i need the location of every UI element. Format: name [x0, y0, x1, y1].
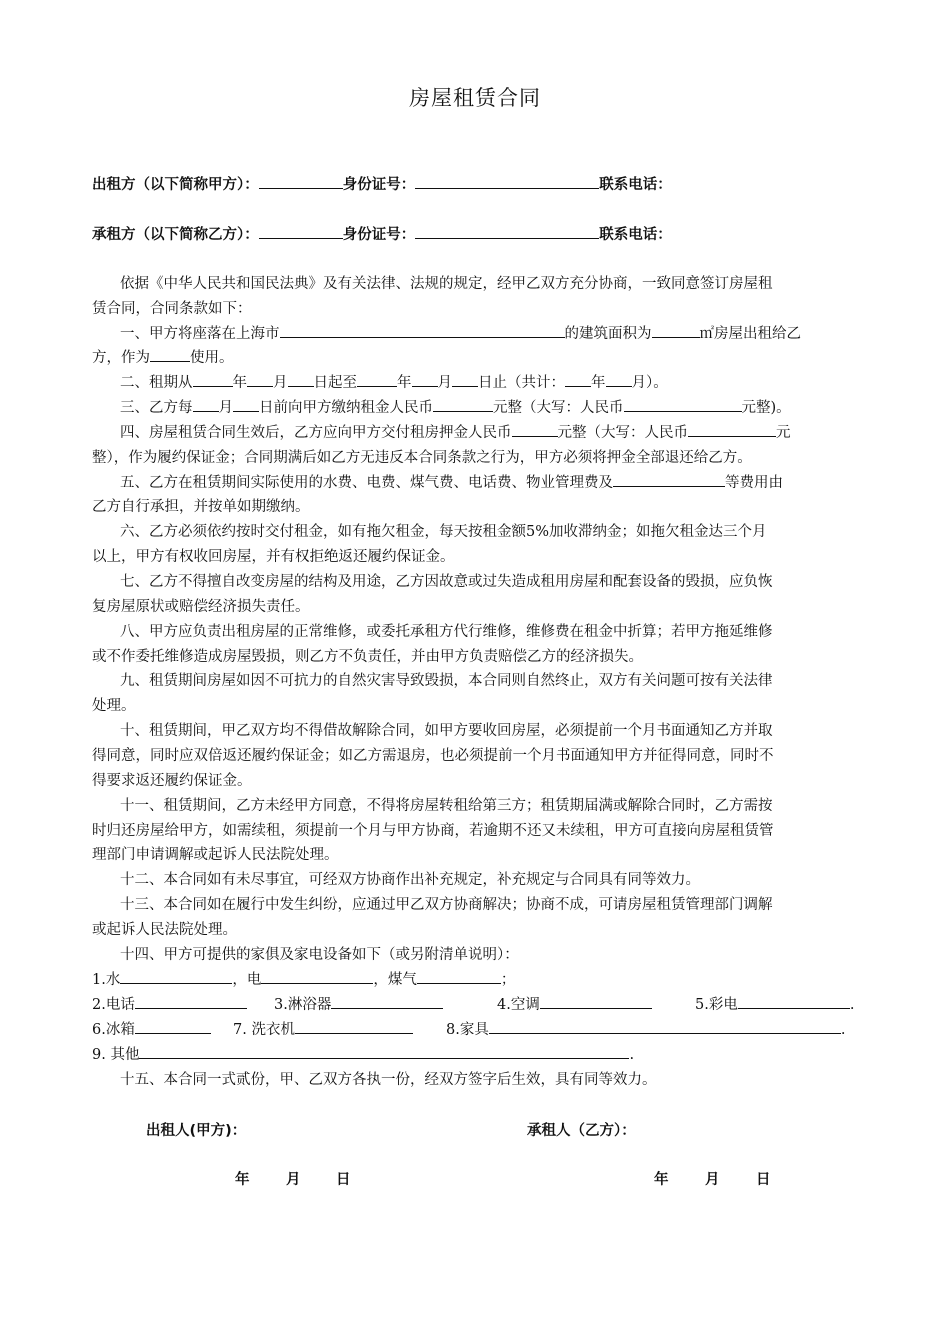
fridge-item: [92, 1018, 211, 1039]
pay-day-blank: [233, 397, 259, 412]
lessor-date-year: 年: [235, 1172, 250, 1188]
clause-1-text-b: 的建筑面积为: [564, 326, 652, 342]
clause-14-line: 十四、甲方可提供的家俱及家电设备如下（或另附清单说明）：: [120, 947, 519, 963]
lessee-date-year: 年: [654, 1172, 669, 1188]
clause-2-year-1: 年: [232, 375, 247, 391]
gas-blank: [417, 969, 501, 984]
clause-2-month-2: 月: [437, 375, 452, 391]
clause-5-text-a: 五、乙方在租赁期间实际使用的水费、电费、煤气费、电话费、物业管理费及: [120, 475, 613, 491]
clause-3-text-b: 日前向甲方缴纳租金人民币: [259, 400, 433, 416]
electricity-blank: [261, 969, 373, 984]
clause-3-line: [120, 396, 791, 417]
shower-label: 3.淋浴器: [274, 997, 332, 1013]
other-blank: [139, 1044, 629, 1059]
total-year-blank: [565, 372, 591, 387]
furniture-label: 8.家具: [446, 1022, 489, 1038]
shower-blank: [331, 994, 443, 1009]
deposit-amount-blank: [512, 422, 558, 437]
lessee-id-label: 身份证号：: [342, 227, 416, 243]
clause-10-line-3: 得要求返还履约保证金。: [92, 773, 252, 789]
furniture-row-2: [92, 993, 862, 1013]
furniture-row-3: [92, 1018, 862, 1038]
lessor-party-line: [92, 173, 672, 194]
furniture-blank: [489, 1019, 841, 1034]
clause-2-month-1: 月: [273, 375, 288, 391]
clause-4-text-b: 元整（大写：人民币: [557, 425, 688, 441]
start-day-blank: [288, 372, 314, 387]
clause-2-text-c: 日止（共计：: [478, 375, 565, 391]
clause-7-line-2: 复房屋原状或赔偿经济损失责任。: [92, 599, 310, 615]
clause-4-text-c: 元: [776, 425, 791, 441]
lessor-id-label: 身份证号：: [342, 177, 416, 193]
lessor-date-day: 日: [336, 1172, 351, 1188]
clause-1-text-d: 方，作为: [92, 350, 150, 366]
washer-label: 7. 洗衣机: [233, 1022, 295, 1038]
rent-words-blank: [624, 397, 742, 412]
washer-blank: [295, 1019, 413, 1034]
ac-blank: [540, 994, 652, 1009]
clause-15-line: 十五、本合同一式贰份，甲、乙双方各执一份，经双方签字后生效，具有同等效力。: [120, 1072, 657, 1088]
clause-5-line-2: 乙方自行承担，并按单如期缴纳。: [92, 499, 310, 515]
lessor-name-blank: [259, 174, 343, 189]
clause-2-text-a: 二、租期从: [120, 375, 193, 391]
furniture-row-4: [92, 1043, 634, 1064]
tv-label: 5.彩电: [695, 997, 738, 1013]
clause-4-line-1: [120, 421, 791, 442]
total-month-blank: [606, 372, 632, 387]
ac-label: 4.空调: [497, 997, 540, 1013]
lessee-label: 承租方（以下简称乙方）：: [92, 227, 259, 243]
lessee-signature-label: 承租人（乙方）：: [527, 1123, 636, 1139]
clause-5-line-1: [120, 471, 783, 492]
fridge-blank: [135, 1019, 211, 1034]
page-title: 房屋租赁合同: [409, 86, 541, 110]
furniture-period: .: [840, 1022, 846, 1038]
phone-label: 2.电话: [92, 997, 135, 1013]
lessor-phone-label: 联系电话：: [599, 177, 672, 193]
lessor-date-month: 月: [286, 1172, 301, 1188]
clause-6-line-1: 六、乙方必须依约按时交付租金，如有拖欠租金，每天按租金额5%加收滞纳金；如拖欠租金达三个月: [120, 524, 767, 540]
clause-10-line-1: 十、租赁期间，甲乙双方均不得借故解除合同，如甲方要收回房屋，必须提前一个月书面通知乙方并取: [120, 723, 773, 739]
water-label: 1.水: [92, 972, 121, 988]
clause-3-text-c: 元整（大写：人民币: [493, 400, 624, 416]
clause-5-text-b: 等费用由: [725, 475, 783, 491]
phone-blank: [135, 994, 247, 1009]
clause-9-line-1: 九、租赁期间房屋如因不可抗力的自然灾害导致毁损，本合同则自然终止，双方有关问题可按有关法律: [120, 673, 773, 689]
clause-12-line: 十二、本合同如有未尽事宜，可经双方协商作出补充规定，补充规定与合同具有同等效力。: [120, 872, 700, 888]
clause-13-line-2: 或起诉人民法院处理。: [92, 922, 237, 938]
washer-item: [233, 1018, 413, 1039]
address-blank: [280, 323, 565, 338]
lessee-name-blank: [259, 224, 343, 239]
tv-period: .: [849, 997, 855, 1013]
clause-3-text-d: 元整)。: [741, 400, 791, 416]
clause-10-line-2: 得同意，同时应双倍返还履约保证金；如乙方需退房，也必须提前一个月书面通知甲方并征得同意，同时不: [92, 748, 774, 764]
lessee-date-day: 日: [756, 1172, 771, 1188]
furniture-row-1: [92, 968, 515, 989]
other-fees-blank: [613, 472, 725, 487]
end-year-blank: [357, 372, 397, 387]
end-day-blank: [452, 372, 478, 387]
clause-1-line-1: [120, 322, 801, 343]
fridge-label: 6.冰箱: [92, 1022, 135, 1038]
clause-1-text-e: 使用。: [190, 350, 234, 366]
start-year-blank: [193, 372, 233, 387]
clause-2-line: [120, 371, 668, 392]
lessee-phone-label: 联系电话：: [599, 227, 672, 243]
clause-2-year-2: 年: [397, 375, 412, 391]
clause-4-text-a: 四、房屋租赁合同生效后，乙方应向甲方交付租房押金人民币: [120, 425, 512, 441]
tv-item: [695, 993, 854, 1014]
clause-1-text-a: 一、甲方将座落在上海市: [120, 326, 280, 342]
end-month-blank: [412, 372, 438, 387]
lessee-id-blank: [415, 224, 599, 239]
clause-8-line-1: 八、甲方应负责出租房屋的正常维修，或委托承租方代行维修，维修费在租金中折算；若甲方拖延维修: [120, 624, 773, 640]
preamble-line-2: 赁合同，合同条款如下：: [92, 301, 252, 317]
lessor-signature-label: 出租人(甲方)：: [146, 1123, 247, 1139]
clause-6-line-2: 以上，甲方有权收回房屋，并有权拒绝返还履约保证金。: [92, 549, 455, 565]
clause-7-line-1: 七、乙方不得擅自改变房屋的结构及用途，乙方因故意或过失造成租用房屋和配套设备的毁损，应负恢: [120, 574, 773, 590]
clause-2-year-3: 年: [591, 375, 606, 391]
clause-1-text-c: ㎡房屋出租给乙: [699, 326, 801, 342]
clause-8-line-2: 或不作委托维修造成房屋毁损，则乙方不负责任，并由甲方负责赔偿乙方的经济损失。: [92, 649, 643, 665]
pay-month-blank: [193, 397, 219, 412]
clause-11-line-2: 时归还房屋给甲方，如需续租，须提前一个月与甲方协商，若逾期不还又未续租，甲方可直接向房屋租赁管: [92, 823, 774, 839]
lessor-label: 出租方（以下简称甲方）：: [92, 177, 259, 193]
clause-13-line-1: 十三、本合同如在履行中发生纠纷，应通过甲乙双方协商解决；协商不成，可请房屋租赁管理部门调解: [120, 897, 773, 913]
deposit-words-blank: [688, 422, 776, 437]
electricity-label: ，电: [232, 972, 262, 988]
clause-11-line-3: 理部门申请调解或起诉人民法院处理。: [92, 847, 339, 863]
area-blank: [652, 323, 700, 338]
gas-label: ，煤气: [373, 972, 417, 988]
rent-amount-blank: [433, 397, 493, 412]
lessee-party-line: [92, 223, 672, 244]
lessor-id-blank: [415, 174, 599, 189]
other-label: 9. 其他: [92, 1047, 140, 1063]
lessee-date-month: 月: [705, 1172, 720, 1188]
tv-blank: [738, 994, 850, 1009]
clause-3-text-a: 三、乙方每: [120, 400, 193, 416]
clause-2-text-d: 月）。: [631, 375, 668, 391]
furniture-item: [446, 1018, 845, 1039]
clause-9-line-2: 处理。: [92, 698, 136, 714]
phone-item: [92, 993, 247, 1014]
clause-3-month: 月: [218, 400, 233, 416]
clause-1-line-2: [92, 346, 234, 367]
start-month-blank: [247, 372, 273, 387]
semicolon: ；: [500, 972, 516, 988]
shower-item: [274, 993, 443, 1014]
clause-4-line-2: 整），作为履约保证金；合同期满后如乙方无违反本合同条款之行为，甲方必须将押金全部退还给乙方。: [92, 450, 752, 466]
clause-11-line-1: 十一、租赁期间，乙方未经甲方同意，不得将房屋转租给第三方；租赁期届满或解除合同时，乙方需按: [120, 798, 773, 814]
water-blank: [120, 969, 232, 984]
preamble-line-1: 依据《中华人民共和国民法典》及有关法律、法规的规定，经甲乙双方充分协商，一致同意签订房屋租: [120, 276, 773, 292]
ac-item: [497, 993, 652, 1014]
other-period: .: [629, 1047, 635, 1063]
usage-blank: [150, 347, 190, 362]
clause-2-text-b: 日起至: [313, 375, 357, 391]
